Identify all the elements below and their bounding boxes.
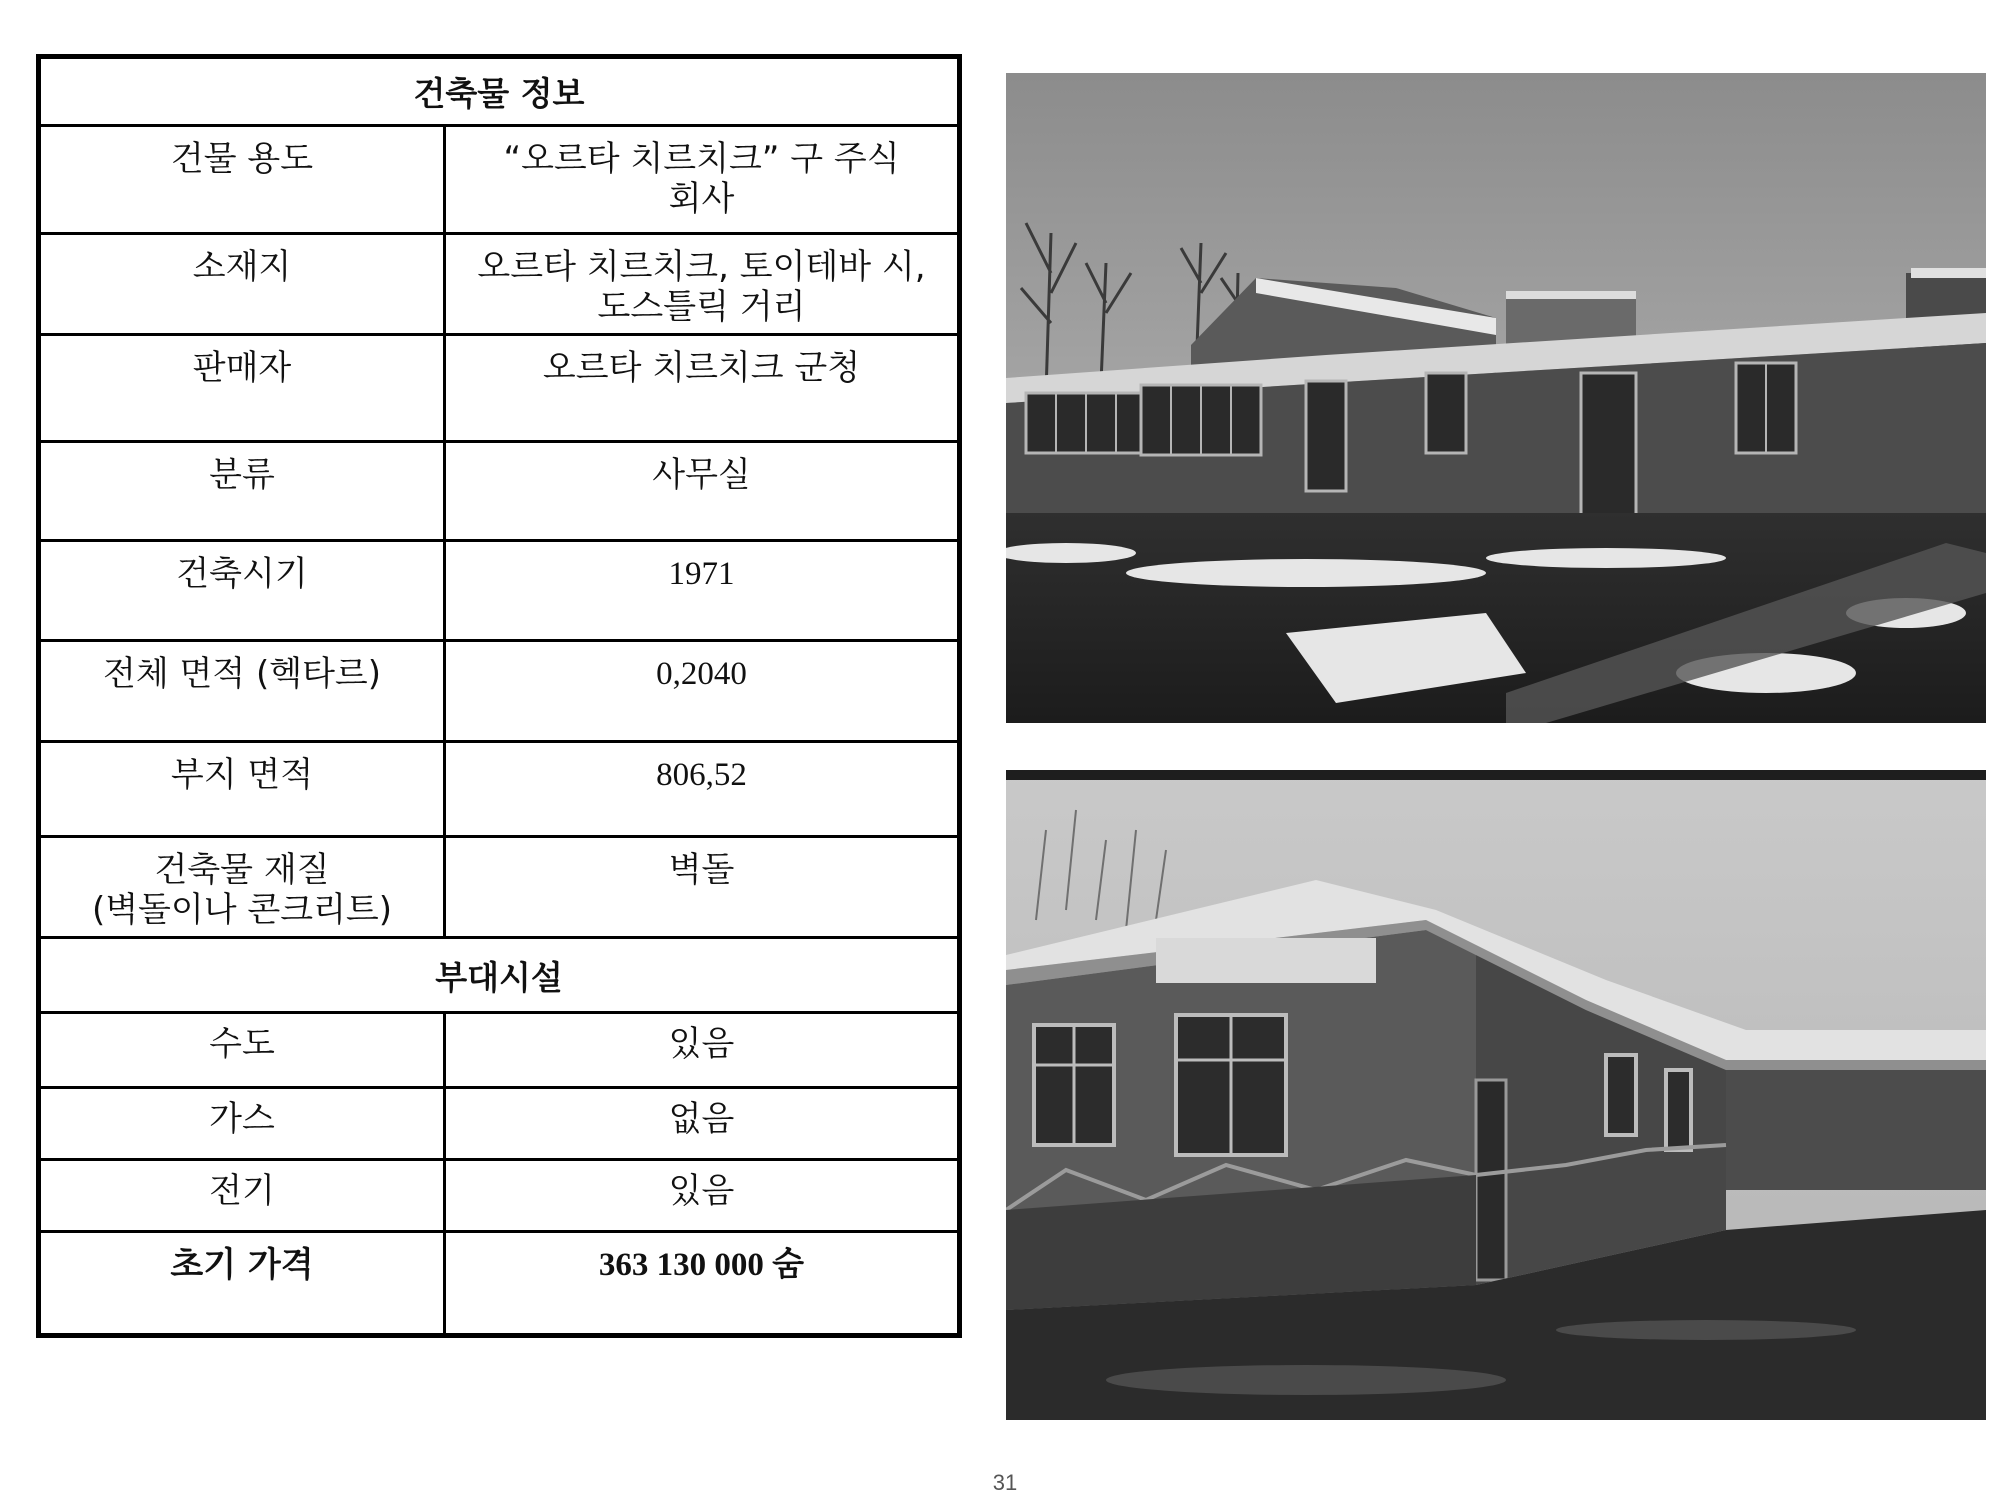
row-value: 806,52 [656,757,747,793]
page-number: 31 [992,1470,1018,1495]
row-value: “오르타 치르치크” 구 주식 회사 [503,139,900,219]
table-row-built-year [41,542,957,642]
building-photo-front [1006,73,1986,723]
row-label: 판매자 [41,336,446,440]
row-label: 수도 [41,1014,446,1086]
row-label: 분류 [41,443,446,539]
table-row-location [41,235,957,336]
table-row-usage [41,127,957,235]
row-value: 있음 [668,1024,735,1064]
row-label: 부지 면적 [41,743,446,835]
building-photo-front-image [1006,73,1986,723]
table-header-row [41,59,957,127]
row-label: 가스 [41,1089,446,1158]
table-row-total-area [41,642,957,743]
row-value: 사무실 [652,455,751,495]
row-value: 오르타 치르치크 군청 [542,348,861,388]
table-row-category [41,443,957,542]
row-value: 오르타 치르치크, 토이테바 시, 도스틀릭 거리 [477,247,926,327]
price-value: 363 130 000 숨 [598,1247,805,1283]
table-row-seller [41,336,957,443]
table-title: 건축물 정보 [413,74,585,113]
table-row-electricity [41,1161,957,1233]
building-photo-corner [1006,770,1986,1420]
row-label: 전기 [41,1161,446,1230]
table-row-material [41,838,957,939]
row-value: 있음 [668,1171,735,1211]
building-photo-corner-image [1006,770,1986,1420]
facilities-header-row [41,939,957,1014]
row-label: 소재지 [41,235,446,333]
table-row-gas [41,1089,957,1161]
row-label: 전체 면적 (헥타르) [41,642,446,740]
row-value: 0,2040 [656,656,747,692]
row-value: 벽돌 [668,850,735,890]
price-label: 초기 가격 [41,1233,446,1333]
row-label: 건물 용도 [41,127,446,232]
building-info-table [36,54,962,1338]
table-row-water [41,1014,957,1089]
facilities-title: 부대시설 [435,957,563,997]
table-row-price [41,1233,957,1333]
row-label: 건축시기 [41,542,446,639]
row-value: 없음 [668,1099,735,1139]
table-row-site-area [41,743,957,838]
row-value: 1971 [668,556,735,592]
row-label: 건축물 재질 (벽돌이나 콘크리트) [41,838,446,936]
